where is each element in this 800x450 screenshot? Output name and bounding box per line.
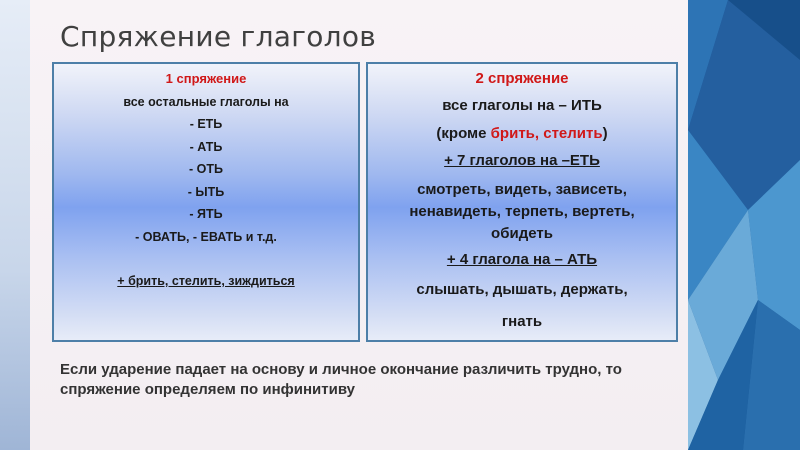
- conj1-exceptions: + брить, стелить, зиждиться: [117, 274, 295, 288]
- conj1-line: - ЕТЬ: [189, 117, 223, 131]
- slide-title: Спряжение глаголов: [60, 20, 377, 53]
- conj2-list4: гнать: [501, 313, 543, 330]
- conj2-plus-four: + 4 глагола на – АТЬ: [446, 251, 598, 268]
- exception-words: брить, стелить: [490, 125, 603, 142]
- conj1-line: - ОВАТЬ, - ЕВАТЬ и т.д.: [135, 229, 277, 244]
- decorative-facets: [688, 0, 800, 450]
- left-background-strip: [0, 0, 30, 450]
- exception-prefix: (кроме: [436, 125, 491, 142]
- conj1-line: - ЯТЬ: [189, 207, 223, 221]
- conj2-list7: обидеть: [491, 225, 553, 242]
- conj2-list7: смотреть, видеть, зависеть,: [417, 181, 627, 198]
- spacer: [54, 248, 358, 270]
- conj1-line: - ЫТЬ: [187, 184, 225, 199]
- first-conjugation-heading: 1 спряжение: [165, 71, 247, 86]
- second-conjugation-heading: 2 спряжение: [475, 70, 569, 87]
- first-conjugation-box: [52, 62, 360, 342]
- conj2-list7: ненавидеть, терпеть, вертеть,: [409, 203, 635, 220]
- second-conjugation-box: [366, 62, 678, 342]
- exception-suffix: ): [602, 125, 608, 142]
- conj1-line: все остальные глаголы на: [123, 94, 289, 109]
- conj2-plus-seven: + 7 глаголов на –ЕТЬ: [444, 152, 600, 169]
- conj2-rule: все глаголы на – ИТЬ: [442, 97, 602, 114]
- conj2-list4: слышать, дышать, держать,: [416, 281, 628, 298]
- conj1-line: - ОТЬ: [189, 162, 223, 176]
- conj2-exception: [368, 121, 676, 147]
- facet-shapes: [688, 0, 800, 450]
- footer-note: Если ударение падает на основу и личное окончание различить трудно, то спряжение определяем по инфинитиву: [60, 361, 622, 398]
- conj1-line: - АТЬ: [189, 139, 223, 154]
